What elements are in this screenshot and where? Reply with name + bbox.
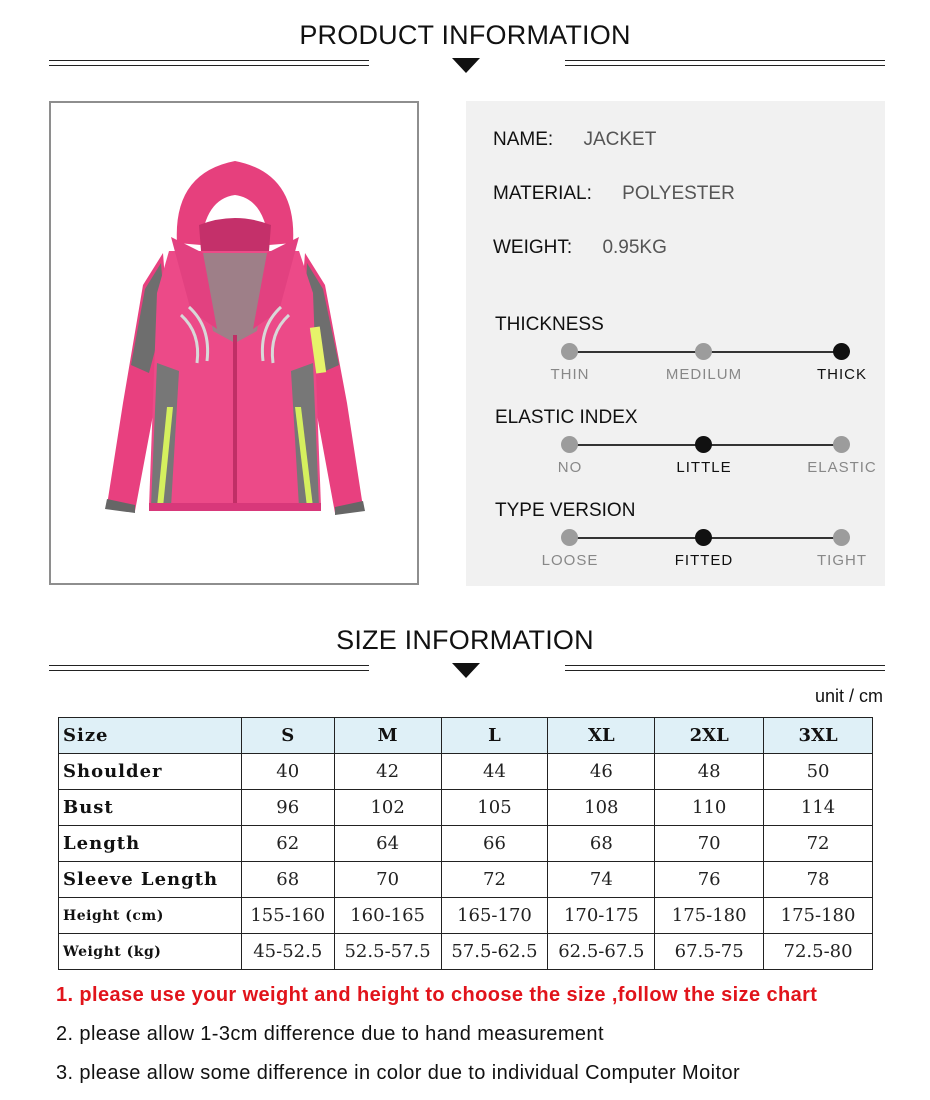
header-cell: Size [59, 718, 242, 754]
title-rule-left [49, 60, 369, 66]
table-cell: 45-52.5 [241, 934, 334, 970]
name-label: NAME: [493, 129, 554, 150]
size-rule-left [49, 665, 369, 671]
product-photo [49, 101, 419, 585]
table-cell: 40 [241, 754, 334, 790]
thickness-dot-thick [833, 343, 850, 360]
header-cell: S [241, 718, 334, 754]
table-cell: 70 [655, 826, 764, 862]
elastic-dot-little [695, 436, 712, 453]
type-label-loose: LOOSE [541, 552, 599, 569]
header-cell: 2XL [655, 718, 764, 754]
thickness-label-medium: MEDILUM [665, 366, 743, 383]
elastic-dot-elastic [833, 436, 850, 453]
header-cell: M [334, 718, 441, 754]
table-cell: 170-175 [548, 898, 655, 934]
elastic-dot-no [561, 436, 578, 453]
product-info-title: PRODUCT INFORMATION [299, 20, 631, 50]
size-arrow-icon [452, 663, 480, 678]
table-cell: 68 [548, 826, 655, 862]
row-label: Sleeve Length [59, 862, 242, 898]
table-cell: 165-170 [441, 898, 548, 934]
weight-row [493, 237, 667, 259]
table-cell: 175-180 [655, 898, 764, 934]
type-dot-fitted [695, 529, 712, 546]
table-cell: 78 [764, 862, 873, 898]
table-cell: 96 [241, 790, 334, 826]
title-arrow-icon [452, 58, 480, 73]
table-cell: 50 [764, 754, 873, 790]
material-value: POLYESTER [622, 183, 735, 204]
header-cell: 3XL [764, 718, 873, 754]
type-dot-loose [561, 529, 578, 546]
table-cell: 114 [764, 790, 873, 826]
table-cell: 74 [548, 862, 655, 898]
table-cell: 72.5-80 [764, 934, 873, 970]
table-cell: 46 [548, 754, 655, 790]
table-cell: 52.5-57.5 [334, 934, 441, 970]
table-cell: 42 [334, 754, 441, 790]
material-row [493, 183, 735, 205]
table-cell: 175-180 [764, 898, 873, 934]
table-row [59, 934, 873, 970]
table-cell: 110 [655, 790, 764, 826]
thickness-dot-medium [695, 343, 712, 360]
type-dot-tight [833, 529, 850, 546]
title-rule-right [565, 60, 885, 66]
header-cell: XL [548, 718, 655, 754]
table-cell: 155-160 [241, 898, 334, 934]
table-row [59, 862, 873, 898]
table-cell: 62 [241, 826, 334, 862]
type-version-title: TYPE VERSION [495, 500, 636, 521]
table-cell: 44 [441, 754, 548, 790]
table-cell: 72 [764, 826, 873, 862]
table-cell: 48 [655, 754, 764, 790]
elastic-label-no: NO [557, 459, 583, 476]
row-label: Weight (kg) [59, 934, 242, 970]
table-cell: 68 [241, 862, 334, 898]
material-label: MATERIAL: [493, 183, 592, 204]
size-table-header [59, 718, 873, 754]
row-label: Height (cm) [59, 898, 242, 934]
elastic-index-title: ELASTIC INDEX [495, 407, 638, 428]
weight-label: WEIGHT: [493, 237, 573, 258]
table-row [59, 826, 873, 862]
type-label-fitted: FITTED [674, 552, 734, 569]
row-label: Length [59, 826, 242, 862]
thickness-dot-thin [561, 343, 578, 360]
elastic-label-little: LITTLE [676, 459, 732, 476]
table-cell: 57.5-62.5 [441, 934, 548, 970]
table-row [59, 790, 873, 826]
table-cell: 64 [334, 826, 441, 862]
row-label: Shoulder [59, 754, 242, 790]
table-cell: 108 [548, 790, 655, 826]
note-color: 3. please allow some difference in color due to individual Computer Moitor [56, 1062, 741, 1084]
table-cell: 160-165 [334, 898, 441, 934]
note-measurement: 2. please allow 1-3cm difference due to hand measurement [56, 1023, 604, 1045]
type-label-tight: TIGHT [817, 552, 867, 569]
size-table [58, 717, 873, 970]
unit-label: unit / cm [814, 686, 883, 706]
name-row [493, 129, 656, 151]
name-value: JACKET [583, 129, 657, 150]
size-info-title: SIZE INFORMATION [336, 625, 594, 655]
note-size-chart: 1. please use your weight and height to choose the size ,follow the size chart [56, 984, 818, 1006]
product-info-panel [466, 101, 885, 586]
table-cell: 102 [334, 790, 441, 826]
weight-value: 0.95KG [602, 237, 667, 258]
table-row [59, 898, 873, 934]
thickness-label-thick: THICK [817, 366, 867, 383]
size-rule-right [565, 665, 885, 671]
thickness-label-thin: THIN [550, 366, 590, 383]
jacket-image [51, 103, 417, 583]
thickness-title: THICKNESS [495, 314, 604, 335]
row-label: Bust [59, 790, 242, 826]
table-cell: 70 [334, 862, 441, 898]
table-cell: 66 [441, 826, 548, 862]
table-cell: 105 [441, 790, 548, 826]
header-cell: L [441, 718, 548, 754]
table-cell: 72 [441, 862, 548, 898]
table-cell: 62.5-67.5 [548, 934, 655, 970]
table-cell: 76 [655, 862, 764, 898]
table-row [59, 754, 873, 790]
elastic-label-elastic: ELASTIC [807, 459, 877, 476]
table-cell: 67.5-75 [655, 934, 764, 970]
